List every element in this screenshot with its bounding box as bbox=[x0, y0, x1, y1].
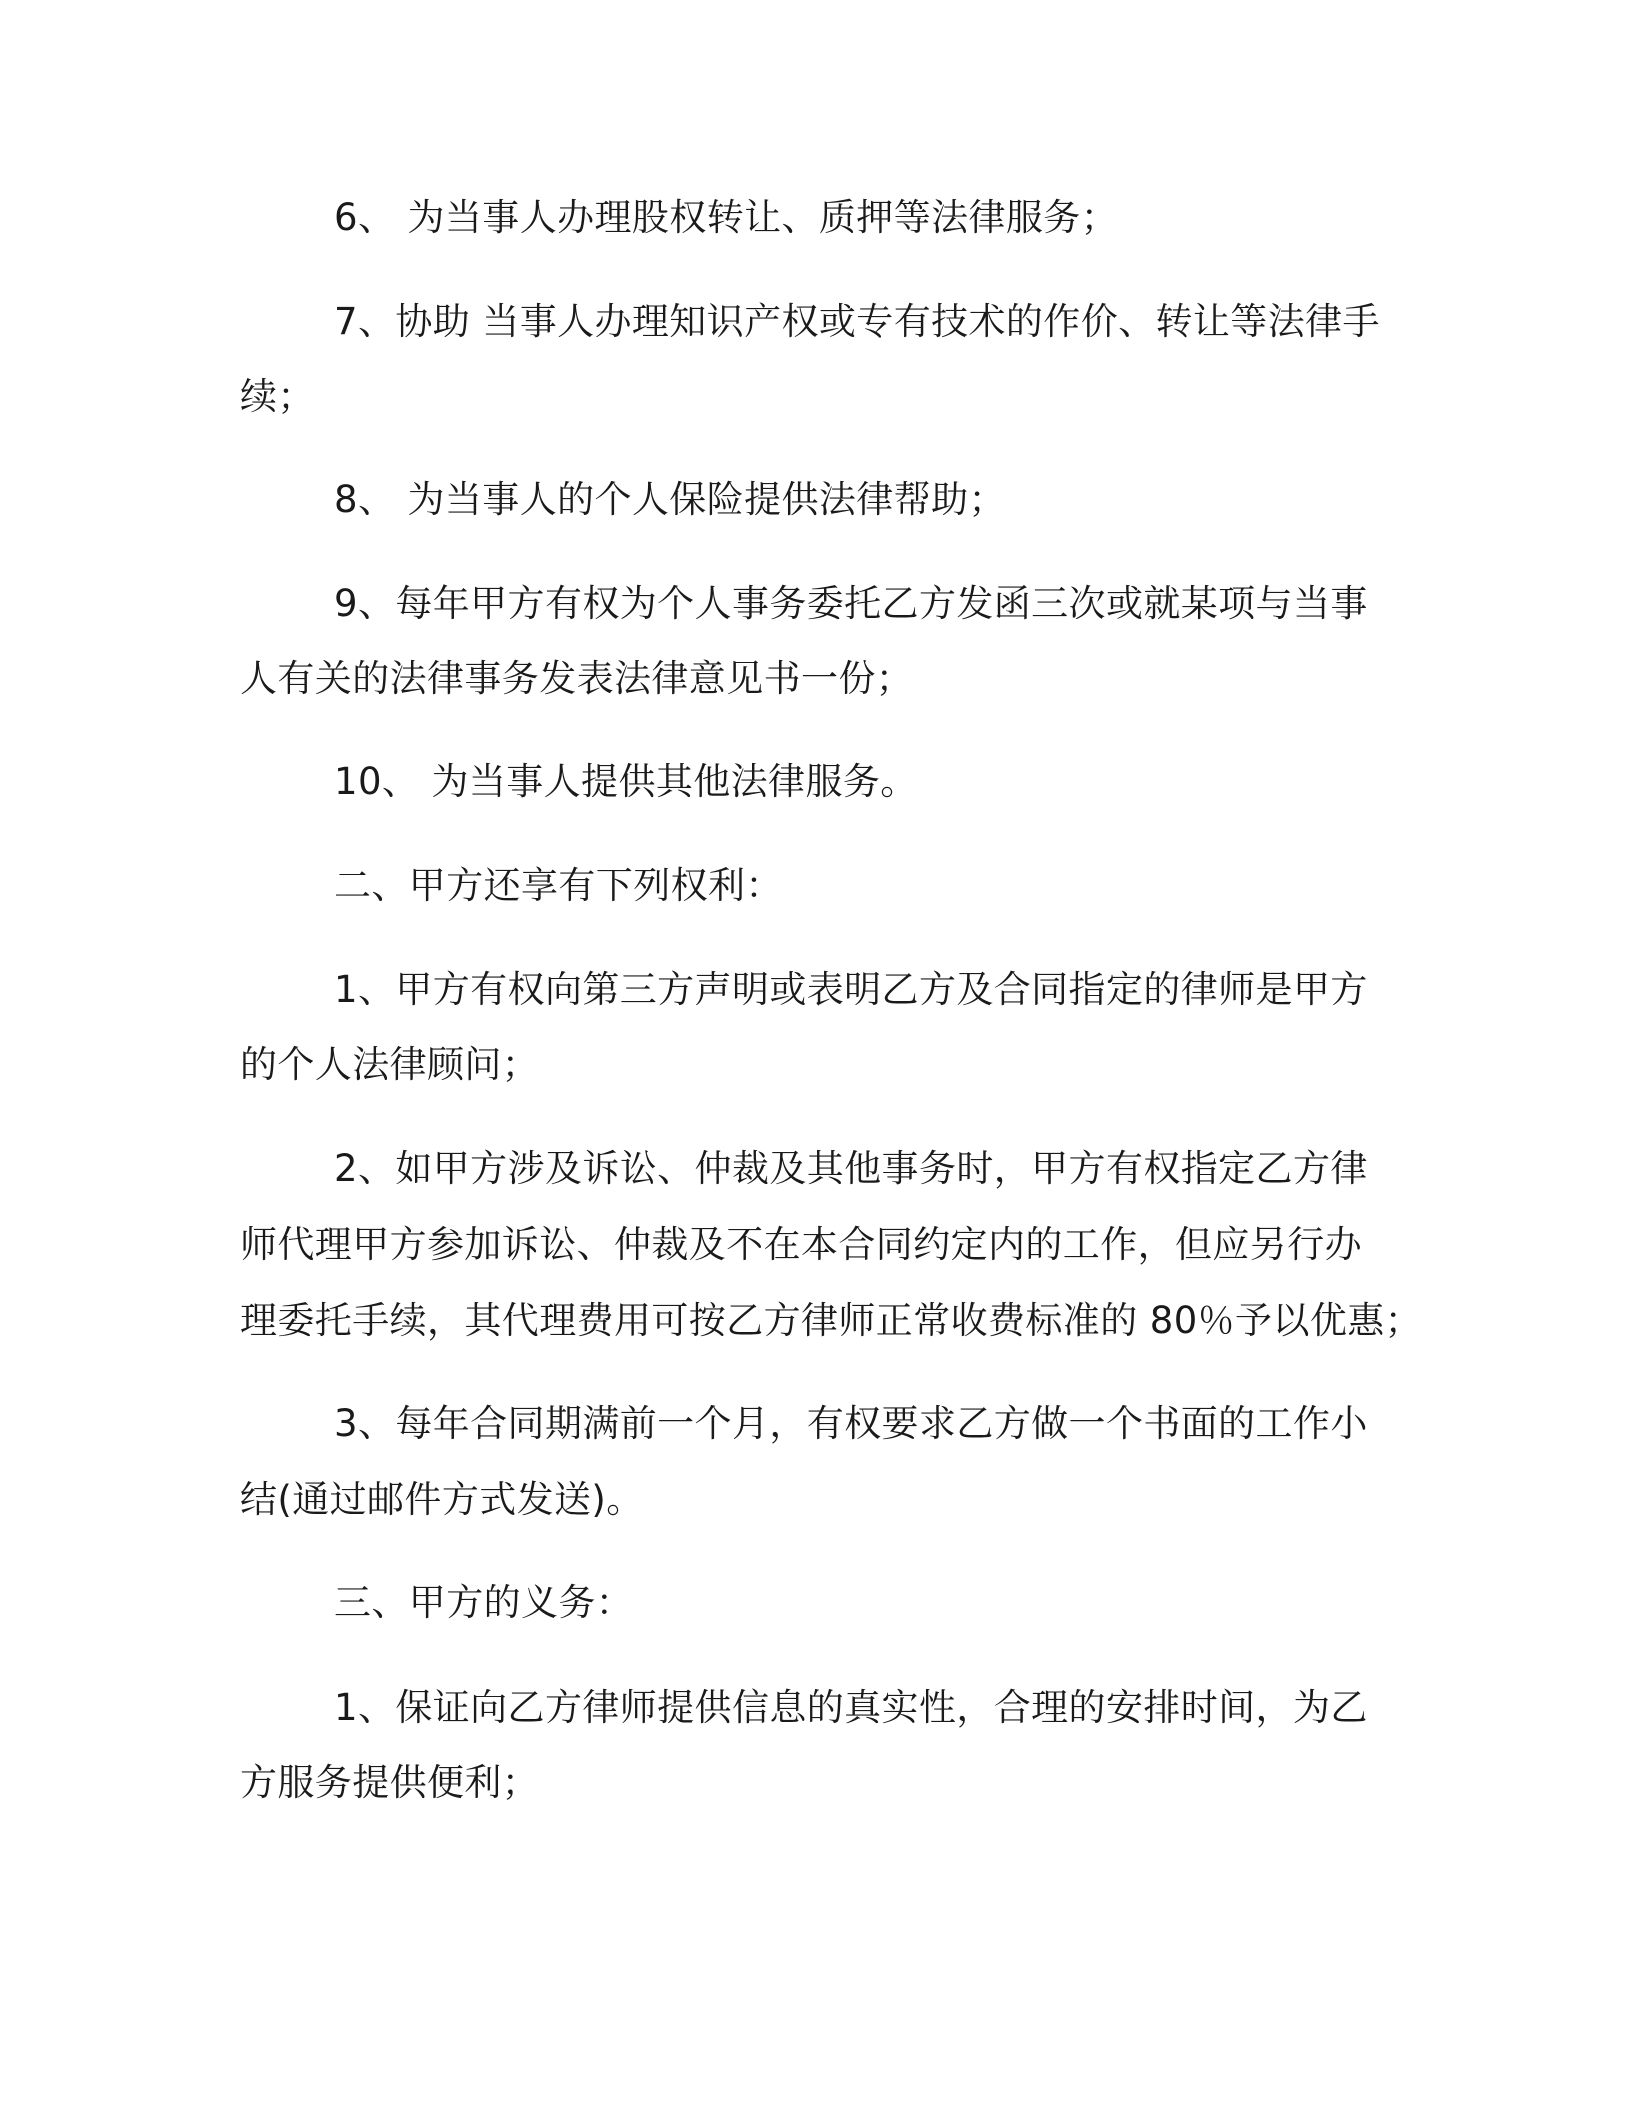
section-3-heading: 三、甲方的义务： bbox=[334, 1581, 634, 1624]
right-1-line-1: 1、甲方有权向第三方声明或表明乙方及合同指定的律师是甲方 bbox=[334, 968, 1368, 1011]
item-7-line-2: 续； bbox=[240, 375, 315, 418]
item-10-line-1: 10、 为当事人提供其他法律服务。 bbox=[334, 760, 918, 803]
item-6-line-1: 6、 为当事人办理股权转让、质押等法律服务； bbox=[334, 196, 1119, 239]
duty-1-line-2: 方服务提供便利； bbox=[240, 1761, 540, 1804]
duty-1-line-1: 1、保证向乙方律师提供信息的真实性，合理的安排时间，为乙 bbox=[334, 1686, 1368, 1729]
item-7-line-1: 7、协助 当事人办理知识产权或专有技术的作价、转让等法律手 bbox=[334, 300, 1380, 343]
right-3-line-1: 3、每年合同期满前一个月，有权要求乙方做一个书面的工作小 bbox=[334, 1402, 1368, 1445]
right-2-line-3: 理委托手续，其代理费用可按乙方律师正常收费标准的 80％予以优惠； bbox=[240, 1299, 1423, 1342]
section-2-heading: 二、甲方还享有下列权利： bbox=[334, 864, 783, 907]
right-1-line-2: 的个人法律顾问； bbox=[240, 1043, 540, 1086]
right-2-line-2: 师代理甲方参加诉讼、仲裁及不在本合同约定内的工作，但应另行办 bbox=[240, 1223, 1362, 1266]
item-8-line-1: 8、 为当事人的个人保险提供法律帮助； bbox=[334, 478, 1006, 521]
right-3-line-2: 结(通过邮件方式发送)。 bbox=[240, 1478, 644, 1521]
item-9-line-1: 9、每年甲方有权为个人事务委托乙方发函三次或就某项与当事 bbox=[334, 582, 1368, 625]
right-2-line-1: 2、如甲方涉及诉讼、仲裁及其他事务时，甲方有权指定乙方律 bbox=[334, 1147, 1368, 1190]
item-9-line-2: 人有关的法律事务发表法律意见书一份； bbox=[240, 657, 914, 700]
